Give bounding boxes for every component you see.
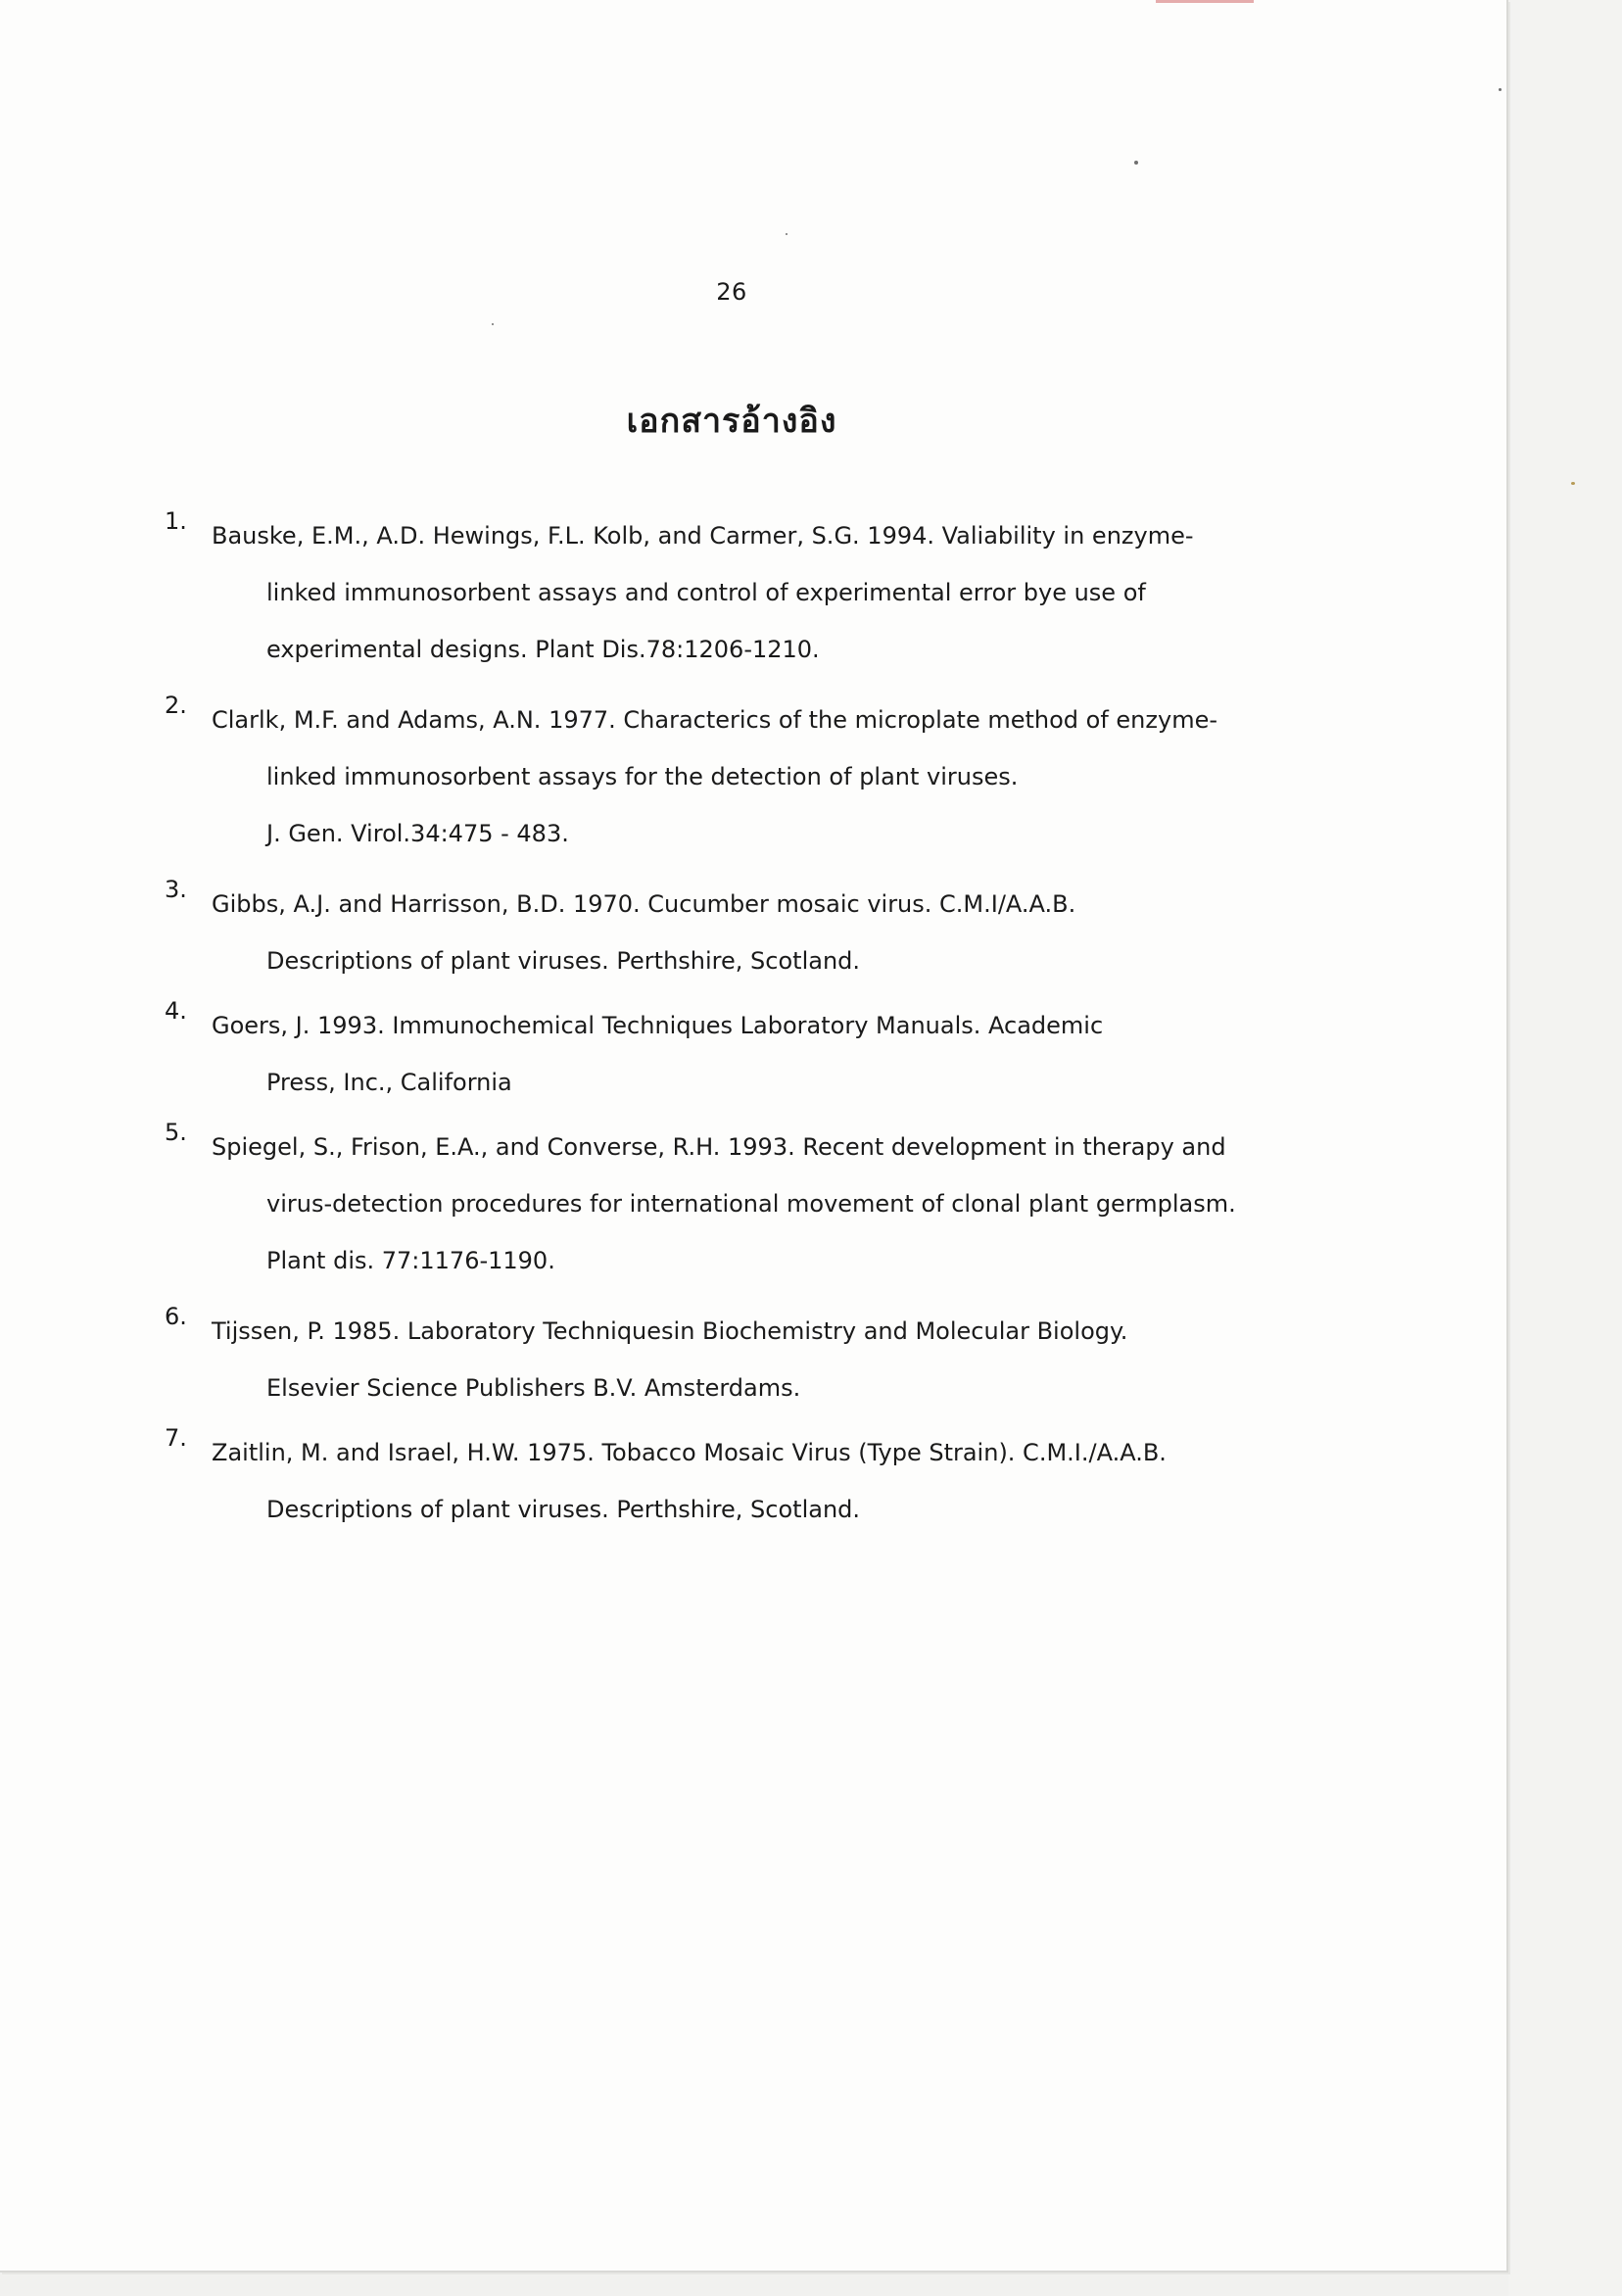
reference-number: 1. bbox=[165, 507, 187, 535]
reference-number: 5. bbox=[165, 1119, 187, 1146]
reference-text-line: linked immunosorbent assays for the detection of plant viruses. bbox=[266, 763, 1019, 790]
reference-text-line: Zaitlin, M. and Israel, H.W. 1975. Tobacco Mosaic Virus (Type Strain). C.M.I./A.A.B. bbox=[212, 1439, 1167, 1466]
reference-number: 3. bbox=[165, 876, 187, 903]
reference-item bbox=[165, 507, 1262, 678]
scan-speck bbox=[1499, 88, 1502, 91]
reference-text-line: Gibbs, A.J. and Harrisson, B.D. 1970. Cucumber mosaic virus. C.M.I/A.A.B. bbox=[212, 890, 1076, 918]
reference-text-line: Bauske, E.M., A.D. Hewings, F.L. Kolb, and Carmer, S.G. 1994. Valiability in enzyme- bbox=[212, 522, 1194, 550]
reference-item bbox=[165, 876, 1262, 989]
reference-text-line: J. Gen. Virol.34:475 - 483. bbox=[266, 820, 569, 847]
top-edge-mark bbox=[1156, 0, 1254, 3]
reference-item bbox=[165, 692, 1262, 862]
reference-number: 7. bbox=[165, 1424, 187, 1452]
reference-text-line: Tijssen, P. 1985. Laboratory Techniquesin Biochemistry and Molecular Biology. bbox=[212, 1317, 1128, 1345]
reference-text-line: Spiegel, S., Frison, E.A., and Converse, R.H. 1993. Recent development in therapy and bbox=[212, 1133, 1226, 1161]
reference-text-line: Plant dis. 77:1176-1190. bbox=[266, 1247, 555, 1274]
scan-speck bbox=[1571, 482, 1575, 485]
reference-text-line: virus-detection procedures for international movement of clonal plant germplasm. bbox=[266, 1190, 1236, 1218]
reference-item bbox=[165, 1303, 1262, 1416]
reference-text-line: Elsevier Science Publishers B.V. Amsterdams. bbox=[266, 1374, 801, 1402]
reference-text-line: Clarlk, M.F. and Adams, A.N. 1977. Characterics of the microplate method of enzyme- bbox=[212, 706, 1217, 734]
reference-text-line: Press, Inc., California bbox=[266, 1069, 512, 1096]
reference-item bbox=[165, 1119, 1262, 1289]
reference-number: 2. bbox=[165, 692, 187, 719]
page-title: เอกสารอ้างอิง bbox=[626, 402, 837, 441]
reference-text-line: Descriptions of plant viruses. Perthshire, Scotland. bbox=[266, 947, 861, 975]
reference-item bbox=[165, 1424, 1262, 1538]
page-number: 26 bbox=[716, 278, 747, 306]
reference-number: 6. bbox=[165, 1303, 187, 1330]
reference-list bbox=[165, 507, 1262, 1538]
reference-item bbox=[165, 997, 1262, 1111]
scan-speck bbox=[1134, 161, 1138, 165]
reference-text-line: Descriptions of plant viruses. Perthshire, Scotland. bbox=[266, 1496, 861, 1523]
page-edge-background bbox=[1508, 0, 1622, 2296]
scan-speck bbox=[786, 233, 787, 235]
scan-speck bbox=[492, 323, 494, 325]
reference-text-line: experimental designs. Plant Dis.78:1206-1210. bbox=[266, 636, 820, 663]
reference-text-line: linked immunosorbent assays and control of experimental error bye use of bbox=[266, 579, 1146, 606]
reference-number: 4. bbox=[165, 997, 187, 1025]
reference-text-line: Goers, J. 1993. Immunochemical Techniques Laboratory Manuals. Academic bbox=[212, 1012, 1104, 1039]
